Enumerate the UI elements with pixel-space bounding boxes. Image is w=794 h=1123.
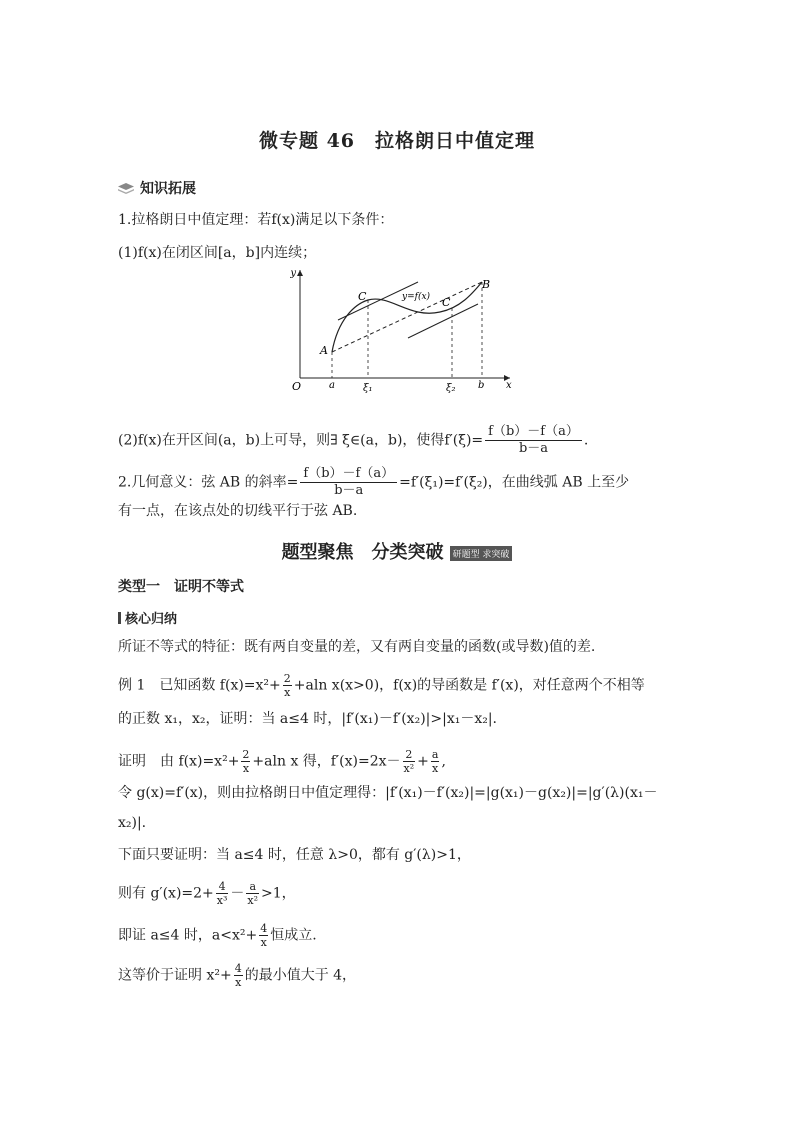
paragraph-2-line-1: 令 g(x)=f′(x)，则由拉格朗日中值定理得：|f′(x₁)－f′(x₂)|=|g(x₁)－g(x₂)|=|g′(λ)(x₁－ [118, 785, 658, 801]
condition-2-prefix: (2)f(x)在开区间(a，b)上可导，则∃ ξ∈(a，b)，使得f′(ξ)= [118, 432, 484, 449]
item-2-prefix: 2.几何意义：弦 AB 的斜率= [118, 474, 299, 491]
fraction-denominator: x [242, 762, 250, 775]
tick-xi2-label: ξ₂ [446, 383, 456, 394]
point-c2-label: C [442, 296, 451, 309]
fraction-numerator: 4 [216, 880, 229, 894]
paragraph-4 [118, 880, 296, 907]
paragraph-5-suffix: 恒成立. [270, 927, 317, 944]
paragraph-3: 下面只要证明：当 a≤4 时，任意 λ>0，都有 g′(λ)>1， [118, 847, 471, 863]
curve-label: y=f(x) [402, 292, 431, 302]
item-2-suffix: =f′(ξ₁)=f′(ξ₂)，在曲线弧 AB 上至少 [399, 474, 630, 491]
bar-marker-icon [118, 612, 121, 624]
tick-a-label: a [329, 380, 335, 391]
tick-b-label: b [478, 380, 485, 391]
core-heading [118, 608, 177, 627]
item-1: 1.拉格朗日中值定理：若f(x)满足以下条件： [118, 212, 394, 228]
fraction-denominator: x [284, 686, 291, 699]
fraction-numerator: f（b）－f（a） [300, 466, 397, 483]
paragraph-6 [118, 962, 356, 989]
layers-icon [118, 183, 134, 196]
item-2 [118, 466, 629, 499]
fraction-denominator: b－a [334, 483, 364, 498]
fraction-denominator: b－a [518, 441, 549, 456]
point-c1-label: C [358, 290, 367, 303]
paragraph-4-fraction-1 [216, 880, 229, 907]
paragraph-5-prefix: 即证 a≤4 时，a<x²+ [118, 927, 258, 944]
fraction-numerator: f（b）－f（a） [485, 424, 582, 441]
paragraph-5 [118, 922, 317, 949]
paragraph-6-fraction [234, 962, 243, 989]
type-1-heading: 类型一 证明不等式 [118, 579, 244, 595]
paragraph-4-mid: － [230, 885, 245, 902]
proof-1-fraction-1 [241, 748, 250, 775]
condition-2 [118, 424, 588, 457]
fraction-denominator: x³ [216, 894, 228, 907]
item-2-line-2: 有一点，在该点处的切线平行于弦 AB. [118, 503, 358, 519]
lagrange-figure [280, 264, 520, 404]
proof-1-mid-2: + [417, 753, 429, 770]
page-title: 微专题 46 拉格朗日中值定理 [258, 130, 536, 152]
banner-tag: 研题型 求突破 [450, 546, 513, 561]
paragraph-4-prefix: 则有 g′(x)=2+ [118, 885, 214, 902]
fraction-numerator: a [431, 748, 439, 761]
proof-1-suffix: , [441, 753, 446, 770]
fraction-slope-2 [300, 466, 397, 499]
fraction-numerator: a [246, 880, 259, 894]
fraction-denominator: x [260, 936, 267, 949]
fraction-slope-1 [485, 424, 582, 457]
section-heading-text: 知识拓展 [140, 181, 196, 197]
core-heading-text: 核心归纳 [125, 612, 178, 627]
example-1-prefix: 例 1 已知函数 f(x)=x²+ [118, 677, 281, 694]
section-heading-knowledge [118, 178, 196, 198]
fraction-numerator: 4 [234, 962, 242, 975]
paragraph-6-prefix: 这等价于证明 x²+ [118, 967, 232, 984]
paragraph-5-fraction [259, 922, 268, 949]
proof-1 [118, 748, 446, 775]
proof-1-mid: +aln x 得，f′(x)=2x－ [252, 753, 401, 770]
origin-label: O [292, 380, 302, 393]
paragraph-4-fraction-2 [246, 880, 259, 907]
fraction-numerator: 2 [403, 748, 416, 762]
banner-text: 题型聚焦 分类突破 [281, 542, 444, 563]
fraction-numerator: 2 [283, 672, 291, 685]
proof-1-fraction-3 [431, 748, 440, 775]
proof-1-prefix: 证明 由 f(x)=x²+ [118, 753, 240, 770]
proof-1-fraction-2 [403, 748, 416, 775]
paragraph-2-line-2: x₂)|. [118, 815, 147, 831]
paragraph-1: 所证不等式的特征：既有两自变量的差，又有两自变量的函数(或导数)值的差. [118, 639, 596, 655]
fraction-denominator: x [235, 976, 242, 989]
point-b-label: B [482, 278, 491, 291]
point-a-label: A [320, 344, 328, 357]
condition-2-suffix: . [583, 432, 589, 449]
example-1 [118, 672, 645, 699]
example-1-suffix: +aln x(x>0)，f(x)的导函数是 f′(x)，对任意两个不相等 [293, 677, 645, 694]
condition-1: (1)f(x)在闭区间[a，b]内连续； [118, 245, 317, 261]
tangent-line-2 [408, 304, 478, 338]
y-axis-label: y [290, 268, 296, 279]
fraction-numerator: 2 [242, 748, 250, 761]
paragraph-6-suffix: 的最小值大于 4， [244, 967, 357, 984]
example-1-fraction [283, 672, 292, 699]
x-axis-label: x [506, 380, 512, 391]
paragraph-4-suffix: >1， [261, 885, 296, 902]
example-1-line-2: 的正数 x₁，x₂，证明：当 a≤4 时，|f′(x₁)－f′(x₂)|>|x₁－x₂|. [118, 711, 497, 727]
fraction-denominator: x² [247, 894, 259, 907]
fraction-denominator: x² [403, 762, 415, 775]
tick-xi1-label: ξ₁ [363, 383, 373, 394]
fraction-denominator: x [432, 762, 439, 775]
fraction-numerator: 4 [260, 922, 268, 935]
section-banner [0, 538, 794, 564]
